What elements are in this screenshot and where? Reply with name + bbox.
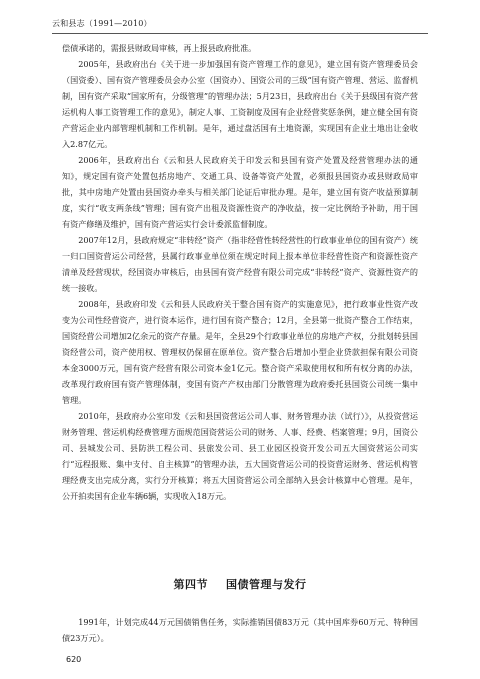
section-number: 第四节	[173, 578, 208, 591]
page-number: 620	[66, 655, 82, 664]
paragraph-continuation: 偿债承诺的，需报县财政局审核，再上报县政府批准。	[62, 43, 257, 53]
header-divider	[52, 33, 428, 34]
section-title: 国债管理与发行	[226, 578, 307, 591]
paragraph-2006: 2006年，县政府出台《云和县人民政府关于印发云和县国有资产处置及经营管理办法的通知》，规定国有资产处置包括房地产、交通工具、设备等资产处置，必须报县国资办或县财政局审批，其中房地产处置由县国资办牵头与相关部门论证后审批办理。是年，建立国有资产收益预算制度，实行“收支两条线”管理；国有资产出租及资源性资产的净收益，按一定比例给予补助，用于国有资产修缮及维护，国有资产营运实行会计委派监督制度。	[62, 155, 418, 229]
paragraph-2005: 2005年，县政府出台《关于进一步加强国有资产管理工作的意见》，建立国有资产管理委员会（国资委）、国有资产管理委员会办公室（国资办）、国资公司的三级“国有资产管理、营运、监督机制，国有资产采取“国家所有，分级管理”的管理办法；5月23日，县政府出台《关于县级国有资产营运机构人事工资管理工作的意见》，制定人事、工资制度及国有企业经营奖惩条例，建立健全国有资产营运企业内部管理机制和工作机制。是年，通过盘活国有土地资源，实现国有企业土地出让金收入2.87亿元。	[62, 59, 418, 149]
paragraph-1991: 1991年，计划完成44万元国债销售任务，实际推销国债83万元（其中国库券60万元、特种国债23万元）。	[62, 617, 418, 643]
paragraph-2008: 2008年，县政府印发《云和县人民政府关于整合国有资产的实施意见》，把行政事业性资产改变为公司性经营资产，进行资本运作，进行国有资产整合；12月，全县第一批资产整合工作结束，国资经营公司增加2亿余元的资产存量。是年，全县29个行政事业单位的房地产产权，分批划转县国资经营公司，资产使用权、管理权仍保留在原单位。资产整合后增加小型企业贷款担保有限公司资本金3000万元，国有资产经营有限公司资本金1亿元。整合资产采取使用权和所有权分离的办法，改革现行政府国有资产管理体制，变国有资产产权由部门分散管理为政府委托县国资公司统一集中管理。	[62, 299, 418, 405]
section-body	[62, 614, 418, 646]
body-text	[62, 40, 418, 504]
paragraph-2010: 2010年，县政府办公室印发《云和县国资营运公司人事、财务管理办法（试行）》，从投资营运财务管理、营运机构经费管理方面规范国资营运公司的财务、人事、经费、档案管理；9月，国资公司、县城发公司、县防洪工程公司、县旅发公司、县工业园区投资开发公司五大国资营运公司实行“远程报账、集中支付、自主核算”的管理办法，五大国资营运公司的投资营运财务、营运机构管理经费支出完成分离，实行分开核算；将五大国资营运公司全部纳入县会计核算中心管理。是年，公开拍卖国有企业车辆6辆，实现收入18万元。	[62, 411, 418, 501]
paragraph-2007: 2007年12月，县政府规定“非转经”资产（指非经营性转经营性的行政事业单位的国有资产）统一归口国资营运公司经营，县属行政事业单位须在规定时间上报本单位非经营性资产和资源性资产清单及经营现状，经国资办审核后，由县国有资产经营有限公司完成“非转经”资产、资源性资产的统一接收。	[62, 235, 418, 293]
section-heading	[0, 576, 480, 592]
running-header: 云和县志（1991—2010）	[52, 19, 152, 28]
